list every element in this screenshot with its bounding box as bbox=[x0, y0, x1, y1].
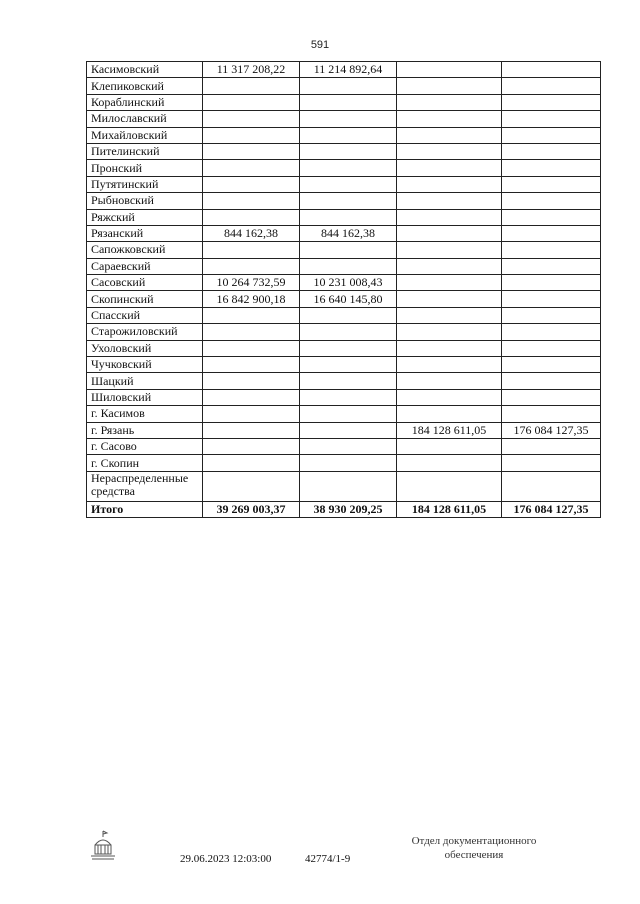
value-cell-1 bbox=[203, 160, 300, 176]
value-cell-2: 10 231 008,43 bbox=[300, 275, 397, 291]
value-cell-3 bbox=[397, 389, 502, 405]
value-cell-2 bbox=[300, 127, 397, 143]
table-row bbox=[87, 471, 601, 501]
district-cell: Спасский bbox=[87, 307, 203, 323]
value-cell-3 bbox=[397, 340, 502, 356]
district-cell: Сасовский bbox=[87, 275, 203, 291]
value-cell-4 bbox=[502, 209, 601, 225]
value-cell-4 bbox=[502, 242, 601, 258]
duma-logo bbox=[86, 829, 120, 863]
value-cell-3 bbox=[397, 143, 502, 159]
table-row bbox=[87, 340, 601, 356]
value-cell-2 bbox=[300, 176, 397, 192]
value-cell-3: 184 128 611,05 bbox=[397, 501, 502, 517]
value-cell-2: 16 640 145,80 bbox=[300, 291, 397, 307]
value-cell-3 bbox=[397, 275, 502, 291]
value-cell-1 bbox=[203, 209, 300, 225]
value-cell-1 bbox=[203, 242, 300, 258]
value-cell-4 bbox=[502, 471, 601, 501]
value-cell-4 bbox=[502, 176, 601, 192]
value-cell-2 bbox=[300, 209, 397, 225]
value-cell-2: 11 214 892,64 bbox=[300, 62, 397, 78]
value-cell-4 bbox=[502, 62, 601, 78]
value-cell-2 bbox=[300, 324, 397, 340]
district-cell: Касимовский bbox=[87, 62, 203, 78]
value-cell-2 bbox=[300, 357, 397, 373]
value-cell-3 bbox=[397, 455, 502, 471]
value-cell-3: 184 128 611,05 bbox=[397, 422, 502, 438]
table-row bbox=[87, 373, 601, 389]
value-cell-4 bbox=[502, 438, 601, 454]
district-cell: Ряжский bbox=[87, 209, 203, 225]
footer-doc-number: 42774/1-9 bbox=[305, 853, 351, 865]
table-row bbox=[87, 455, 601, 471]
value-cell-3 bbox=[397, 62, 502, 78]
table-row bbox=[87, 438, 601, 454]
value-cell-1 bbox=[203, 127, 300, 143]
value-cell-2 bbox=[300, 438, 397, 454]
district-cell: Шацкий bbox=[87, 373, 203, 389]
table-row bbox=[87, 242, 601, 258]
table-row bbox=[87, 62, 601, 78]
value-cell-1 bbox=[203, 340, 300, 356]
value-cell-3 bbox=[397, 78, 502, 94]
value-cell-2 bbox=[300, 422, 397, 438]
table-row bbox=[87, 501, 601, 517]
table-row bbox=[87, 389, 601, 405]
value-cell-3 bbox=[397, 438, 502, 454]
value-cell-4 bbox=[502, 275, 601, 291]
value-cell-3 bbox=[397, 291, 502, 307]
value-cell-2 bbox=[300, 389, 397, 405]
district-cell: г. Касимов bbox=[87, 406, 203, 422]
page-number: 591 bbox=[310, 39, 330, 51]
value-cell-1 bbox=[203, 307, 300, 323]
value-cell-3 bbox=[397, 471, 502, 501]
value-cell-3 bbox=[397, 225, 502, 241]
value-cell-1: 11 317 208,22 bbox=[203, 62, 300, 78]
value-cell-2 bbox=[300, 471, 397, 501]
value-cell-2 bbox=[300, 307, 397, 323]
value-cell-2 bbox=[300, 373, 397, 389]
value-cell-1 bbox=[203, 471, 300, 501]
value-cell-4 bbox=[502, 225, 601, 241]
table-row bbox=[87, 160, 601, 176]
value-cell-1 bbox=[203, 111, 300, 127]
value-cell-1: 10 264 732,59 bbox=[203, 275, 300, 291]
value-cell-1 bbox=[203, 78, 300, 94]
value-cell-4 bbox=[502, 324, 601, 340]
value-cell-2 bbox=[300, 143, 397, 159]
district-cell: Кораблинский bbox=[87, 94, 203, 110]
district-cell: Сапожковский bbox=[87, 242, 203, 258]
table-row bbox=[87, 307, 601, 323]
value-cell-4 bbox=[502, 111, 601, 127]
value-cell-3 bbox=[397, 160, 502, 176]
value-cell-3 bbox=[397, 111, 502, 127]
value-cell-1 bbox=[203, 357, 300, 373]
district-cell: Сараевский bbox=[87, 258, 203, 274]
district-cell: Пителинский bbox=[87, 143, 203, 159]
value-cell-1 bbox=[203, 94, 300, 110]
table-row bbox=[87, 406, 601, 422]
table-row bbox=[87, 225, 601, 241]
budget-table bbox=[86, 61, 601, 518]
district-cell: г. Рязань bbox=[87, 422, 203, 438]
value-cell-4 bbox=[502, 143, 601, 159]
value-cell-4 bbox=[502, 78, 601, 94]
value-cell-1 bbox=[203, 193, 300, 209]
value-cell-1 bbox=[203, 176, 300, 192]
value-cell-4: 176 084 127,35 bbox=[502, 501, 601, 517]
value-cell-3 bbox=[397, 242, 502, 258]
table-row bbox=[87, 127, 601, 143]
value-cell-4 bbox=[502, 389, 601, 405]
value-cell-1: 16 842 900,18 bbox=[203, 291, 300, 307]
value-cell-1: 844 162,38 bbox=[203, 225, 300, 241]
value-cell-2 bbox=[300, 340, 397, 356]
value-cell-4 bbox=[502, 94, 601, 110]
value-cell-1 bbox=[203, 389, 300, 405]
value-cell-4 bbox=[502, 258, 601, 274]
value-cell-2 bbox=[300, 455, 397, 471]
value-cell-1 bbox=[203, 373, 300, 389]
value-cell-1 bbox=[203, 438, 300, 454]
value-cell-4 bbox=[502, 160, 601, 176]
value-cell-1 bbox=[203, 455, 300, 471]
district-cell: Михайловский bbox=[87, 127, 203, 143]
table-row bbox=[87, 176, 601, 192]
district-cell: Шиловский bbox=[87, 389, 203, 405]
value-cell-1 bbox=[203, 143, 300, 159]
district-cell: Ухоловский bbox=[87, 340, 203, 356]
value-cell-2 bbox=[300, 160, 397, 176]
value-cell-2 bbox=[300, 94, 397, 110]
value-cell-3 bbox=[397, 357, 502, 373]
value-cell-3 bbox=[397, 324, 502, 340]
table-row bbox=[87, 94, 601, 110]
district-cell: Милославский bbox=[87, 111, 203, 127]
district-cell: Пронский bbox=[87, 160, 203, 176]
table-row bbox=[87, 258, 601, 274]
value-cell-2 bbox=[300, 242, 397, 258]
value-cell-4: 176 084 127,35 bbox=[502, 422, 601, 438]
value-cell-3 bbox=[397, 94, 502, 110]
value-cell-3 bbox=[397, 406, 502, 422]
table-row bbox=[87, 111, 601, 127]
district-cell: Старожиловский bbox=[87, 324, 203, 340]
table-row bbox=[87, 143, 601, 159]
value-cell-1 bbox=[203, 324, 300, 340]
value-cell-2 bbox=[300, 258, 397, 274]
table-row bbox=[87, 209, 601, 225]
value-cell-4 bbox=[502, 406, 601, 422]
value-cell-4 bbox=[502, 307, 601, 323]
district-cell: Скопинский bbox=[87, 291, 203, 307]
value-cell-4 bbox=[502, 291, 601, 307]
value-cell-2 bbox=[300, 193, 397, 209]
value-cell-1 bbox=[203, 422, 300, 438]
value-cell-3 bbox=[397, 209, 502, 225]
table-row bbox=[87, 324, 601, 340]
value-cell-4 bbox=[502, 455, 601, 471]
district-cell: Чучковский bbox=[87, 357, 203, 373]
district-cell: Итого bbox=[87, 501, 203, 517]
table-row bbox=[87, 275, 601, 291]
district-cell: г. Скопин bbox=[87, 455, 203, 471]
value-cell-4 bbox=[502, 340, 601, 356]
value-cell-3 bbox=[397, 258, 502, 274]
value-cell-2: 38 930 209,25 bbox=[300, 501, 397, 517]
value-cell-3 bbox=[397, 176, 502, 192]
value-cell-2 bbox=[300, 78, 397, 94]
value-cell-3 bbox=[397, 127, 502, 143]
district-cell: Клепиковский bbox=[87, 78, 203, 94]
value-cell-2 bbox=[300, 111, 397, 127]
value-cell-3 bbox=[397, 307, 502, 323]
table-row bbox=[87, 422, 601, 438]
district-cell: Рыбновский bbox=[87, 193, 203, 209]
table-row bbox=[87, 78, 601, 94]
value-cell-4 bbox=[502, 357, 601, 373]
district-cell: Нераспределенные средства bbox=[87, 471, 203, 501]
value-cell-2: 844 162,38 bbox=[300, 225, 397, 241]
value-cell-4 bbox=[502, 193, 601, 209]
district-cell: г. Сасово bbox=[87, 438, 203, 454]
table-row bbox=[87, 357, 601, 373]
footer-department: Отдел документационного обеспечения bbox=[411, 835, 537, 861]
footer-datetime: 29.06.2023 12:03:00 bbox=[180, 853, 272, 865]
table-row bbox=[87, 291, 601, 307]
district-cell: Рязанский bbox=[87, 225, 203, 241]
value-cell-3 bbox=[397, 373, 502, 389]
value-cell-4 bbox=[502, 373, 601, 389]
value-cell-2 bbox=[300, 406, 397, 422]
value-cell-1 bbox=[203, 258, 300, 274]
value-cell-4 bbox=[502, 127, 601, 143]
value-cell-3 bbox=[397, 193, 502, 209]
district-cell: Путятинский bbox=[87, 176, 203, 192]
value-cell-1: 39 269 003,37 bbox=[203, 501, 300, 517]
table-row bbox=[87, 193, 601, 209]
value-cell-1 bbox=[203, 406, 300, 422]
